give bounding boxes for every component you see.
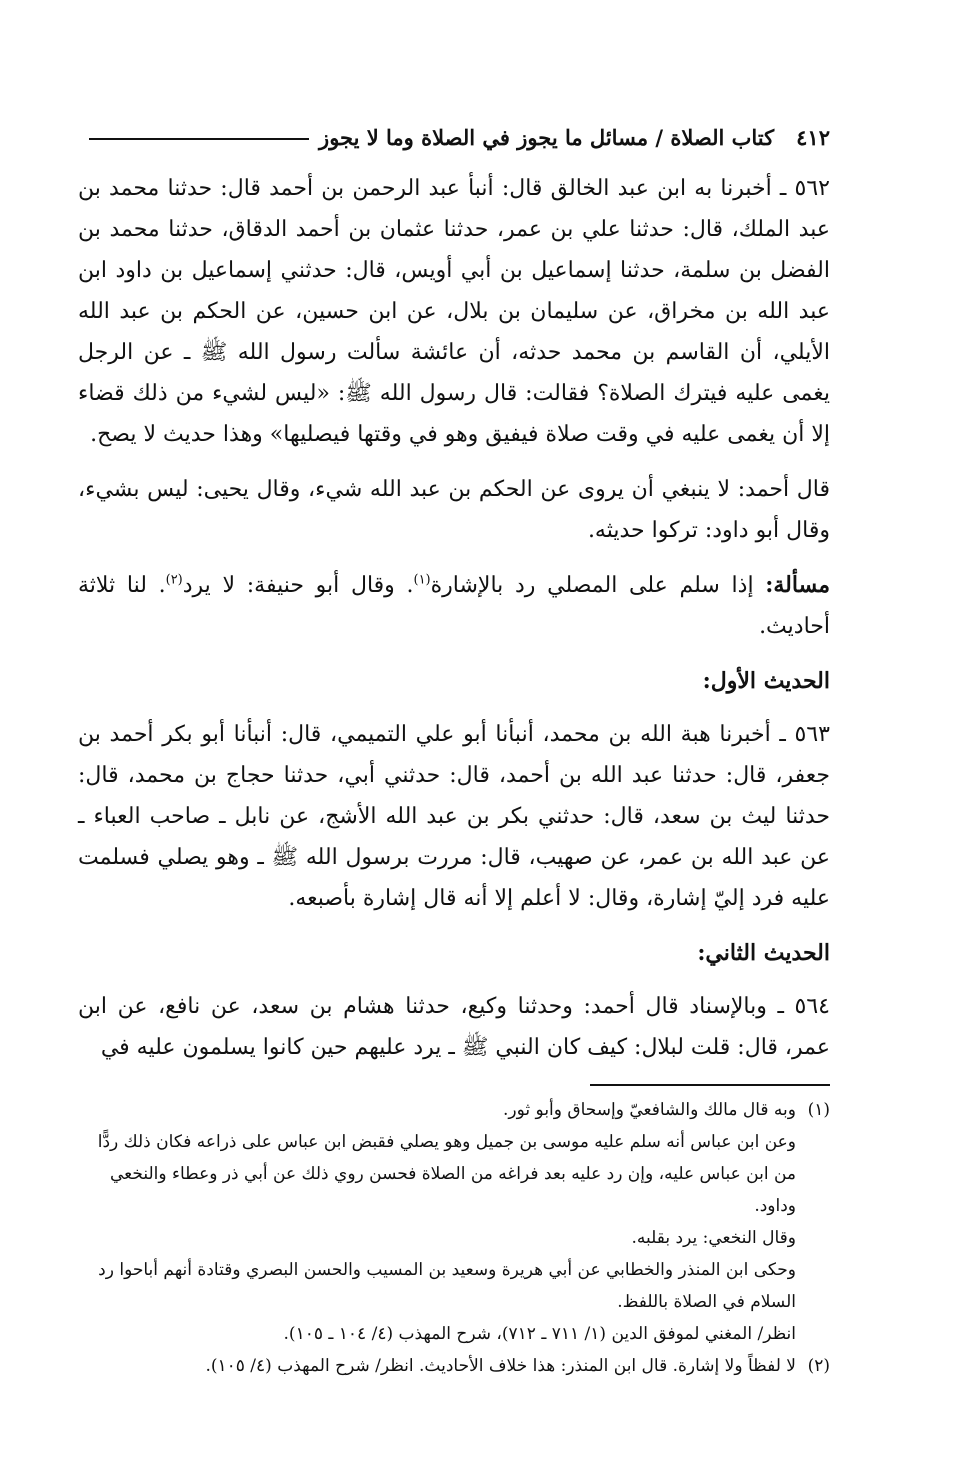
footnote-1 [78, 1094, 830, 1126]
page-number: ٤١٢ [796, 125, 830, 150]
issue-text-c: . لنا ثلاثة أحاديث. [78, 573, 830, 639]
issue-text-b: . وقال أبو حنيفة: لا يرد [182, 573, 414, 598]
footnote-1-line-5: انظر/ المغني لموفق الدين (١/ ٧١١ ـ ٧١٢)، شرح المهذب (٤/ ١٠٤ ـ ١٠٥). [283, 1324, 796, 1344]
issue-text-a: إذا سلم على المصلي رد بالإشارة [430, 573, 754, 598]
paragraph-563: ٥٦٣ ـ أخبرنا هبة الله بن محمد، أنبأنا أبو علي التميمي، قال: أنبأنا أبو بكر أحمد بن جعفر، قال: حدثنا عبد الله بن أحمد، قال: حدثني أبي، حدثنا حجاج بن محمد، قال: حدثنا ليث بن سعد، قال: حدثني بكر بن عبد الله الأشج، عن نابل ـ صاحب العباء ـ عن عبد الله بن عمر، عن صهيب، قال: مررت برسول الله ﷺ ـ وهو يصلي فسلمت عليه فرد إليّ إشارة، وقال: لا أعلم إلا أنه قال إشارة بأصبعه. [78, 722, 830, 911]
footnote-1-line-2: وعن ابن عباس أنه سلم عليه موسى بن جميل وهو يصلي فقبض ابن عباس على ذراعه فكان ذلك ردًّا من ابن عباس عليه، وإن رد عليه بعد فراغه من الصلاة فحسن روي ذلك عن أبي ذر وعطاء والنخعي وداود. [97, 1132, 796, 1216]
footnote-1-number: (١) [807, 1100, 830, 1120]
book-page [78, 110, 830, 1382]
issue-label: مسألة: [765, 572, 830, 598]
issue-paragraph [78, 565, 830, 647]
paragraph-564: ٥٦٤ ـ وبالإسناد قال أحمد: وحدثنا وكيع، حدثنا هشام بن سعد، عن نافع، عن ابن عمر، قال: قلت لبلال: كيف كان النبي ﷺ ـ يرد عليهم حين كانوا يسلمون عليه في [78, 994, 830, 1060]
footnote-2-text: لا لفظاً ولا إشارة. قال ابن المنذر: هذا خلاف الأحاديث. انظر/ شرح المهذب (٤/ ١٠٥). [205, 1356, 796, 1376]
running-title: كتاب الصلاة / مسائل ما يجوز في الصلاة وما لا يجوز [319, 125, 775, 150]
footnote-1-line-3: وقال النخعي: يرد بقلبه. [631, 1228, 796, 1248]
hadith-2-heading: الحديث الثاني: [697, 940, 830, 966]
paragraph-ahmad-comment: قال أحمد: لا ينبغي أن يروى عن الحكم بن عبد الله شيء، وقال يحيى: ليس بشيء، وقال أبو داود: تركوا حديثه. [78, 477, 830, 543]
footnote-1-line-4: وحكى ابن المنذر والخطابي عن أبي هريرة وسعيد بن المسيب والحسن البصري وقتادة أنهم أباحوا رد السلام في الصلاة باللفظ. [98, 1260, 796, 1312]
paragraph-562: ٥٦٢ ـ أخبرنا به ابن عبد الخالق قال: أنبأ عبد الرحمن بن أحمد قال: حدثنا محمد بن عبد الملك، قال: حدثنا علي بن عمر، حدثنا عثمان بن أحمد الدقاق، حدثنا محمد بن الفضل بن سلمة، حدثنا إسماعيل بن أبي أويس، قال: حدثني إسماعيل بن داود ابن عبد الله بن مخراق، عن سليمان بن بلال، عن ابن حسين، عن الحكم بن عبد الله الأيلي، أن القاسم بن محمد حدثه، أن عائشة سألت رسول الله ﷺ ـ عن الرجل يغمى عليه فيترك الصلاة؟ فقالت: قال رسول الله ﷺ: «ليس لشيء من ذلك قضاء إلا أن يغمى عليه في وقت صلاة فيفيق وهو في وقتها فيصليها» وهذا حديث لا يصح. [78, 176, 830, 447]
footnote-ref-1[interactable]: (١) [413, 572, 431, 588]
main-text [78, 168, 830, 1068]
page-header [78, 110, 830, 150]
footnote-ref-2[interactable]: (٢) [165, 572, 183, 588]
header-rule [89, 138, 309, 140]
footnotes [78, 1094, 830, 1382]
footnote-divider [590, 1084, 830, 1086]
footnote-2 [78, 1350, 830, 1382]
footnote-2-number: (٢) [807, 1356, 830, 1376]
hadith-1-heading: الحديث الأول: [702, 668, 830, 694]
footnote-1-line-1: وبه قال مالك والشافعيّ وإسحاق وأبو ثور. [503, 1100, 796, 1120]
